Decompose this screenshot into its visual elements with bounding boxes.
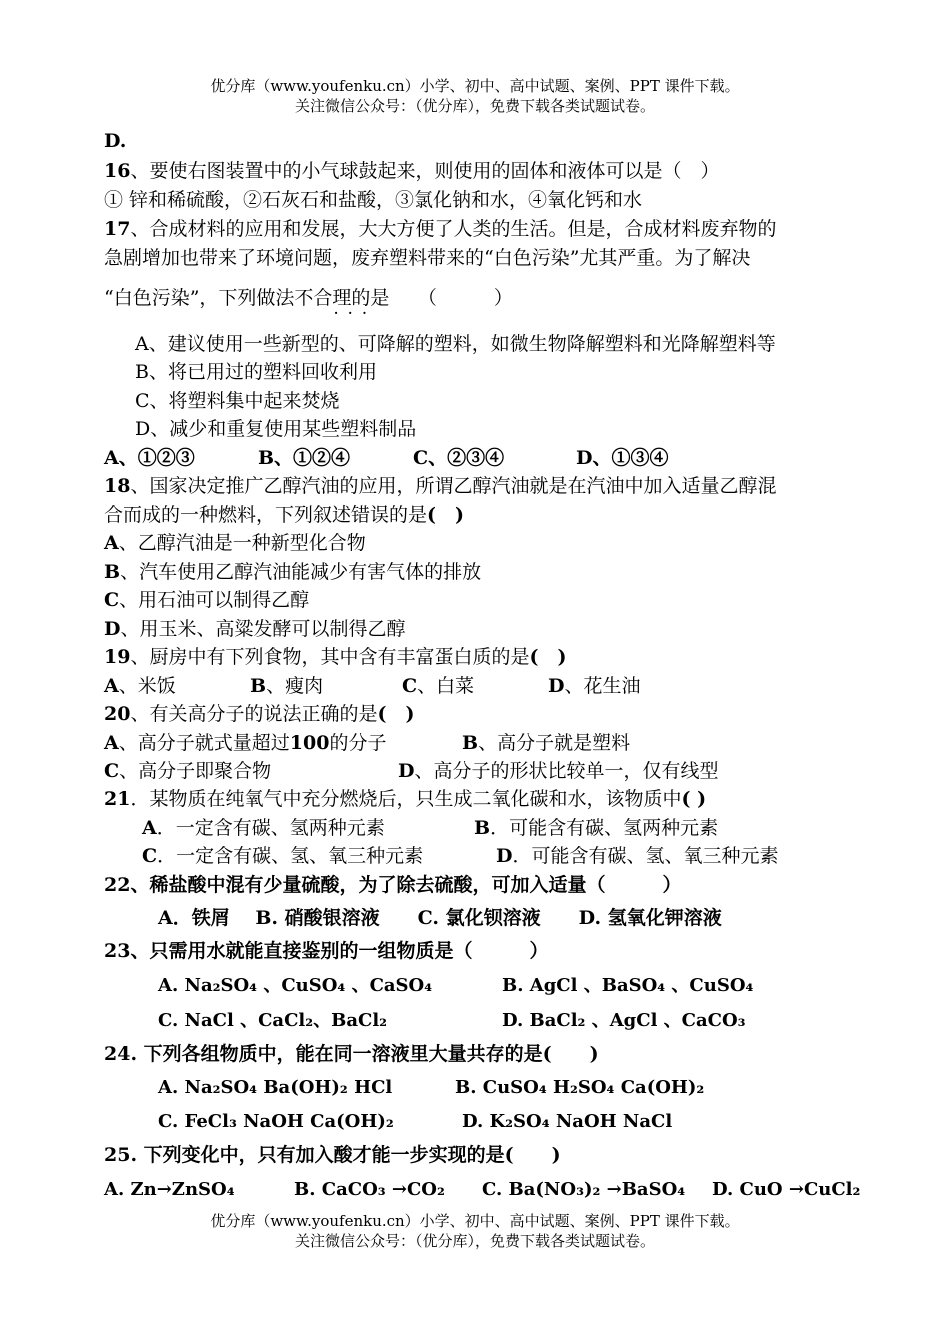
q17-text-3: “白色污染”，下列做法不合理的是 （ ） bbox=[104, 287, 513, 309]
q25-option-d: D. CuO →CuCl₂ bbox=[712, 1179, 861, 1200]
q16-text: 、要使右图装置中的小气球鼓起来，则使用的固体和液体可以是（ ） bbox=[130, 160, 720, 182]
question-18 bbox=[104, 473, 776, 499]
q17-answer-b: B、①②④ bbox=[258, 447, 351, 469]
footer-line-1: 优分库（www.youfenku.cn）小学、初中、高中试题、案例、PPT 课件下载。 bbox=[210, 1212, 740, 1230]
q20-option-d-text: 、高分子的形状比较单一，仅有线型 bbox=[414, 760, 719, 782]
q18-option-a bbox=[104, 530, 366, 556]
q20-option-c bbox=[104, 758, 271, 784]
q23-option-a: A. Na₂SO₄ 、CuSO₄ 、CaSO₄ bbox=[158, 975, 433, 996]
q19-number: 19 bbox=[104, 646, 131, 668]
q19-letter-b: B bbox=[250, 675, 267, 697]
q19-letter-a: A bbox=[104, 675, 119, 697]
q17-text-2: 急剧增加也带来了环境问题，废弃塑料带来的“白色污染”尤其严重。为了解决 bbox=[104, 247, 751, 269]
q17-answer-c: C、②③④ bbox=[413, 447, 505, 469]
q18-option-b-text: 、汽车使用乙醇汽油能减少有害气体的排放 bbox=[120, 561, 482, 583]
q18-text-2: 合而成的一种燃料，下列叙述错误的是 bbox=[104, 504, 428, 526]
q24-option-a: A. Na₂SO₄ Ba(OH)₂ HCl bbox=[158, 1077, 393, 1098]
q21-letter-c: C bbox=[142, 845, 158, 867]
question-23: 23、只需用水就能直接鉴别的一组物质是（ ） bbox=[104, 940, 549, 962]
q24-option-d: D. K₂SO₄ NaOH NaCl bbox=[462, 1111, 673, 1132]
q20-option-a-text-1: 、高分子就式量超过 bbox=[118, 732, 290, 754]
q21-option-c bbox=[142, 843, 423, 869]
q19-option-d bbox=[548, 673, 641, 699]
q21-option-d bbox=[496, 843, 779, 869]
q23-option-b: B. AgCl 、BaSO₄ 、CuSO₄ bbox=[502, 975, 754, 996]
q18-number: 18 bbox=[104, 475, 131, 497]
q25-option-c: C. Ba(NO₃)₂ →BaSO₄ bbox=[482, 1179, 686, 1200]
q20-option-d bbox=[398, 758, 719, 784]
question-21 bbox=[104, 786, 706, 812]
q21-letter-a: A bbox=[142, 817, 157, 839]
q21-number: 21 bbox=[104, 788, 131, 810]
q21-option-d-text: ．可能含有碳、氢、氧三种元素 bbox=[512, 845, 779, 867]
q19-option-b-text: 、瘦肉 bbox=[266, 675, 324, 697]
q19-option-c bbox=[402, 673, 474, 699]
q25-option-a: A. Zn→ZnSO₄ bbox=[104, 1179, 235, 1200]
q16-options: ① 锌和稀硫酸，②石灰石和盐酸，③氯化钠和水，④氧化钙和水 bbox=[104, 189, 643, 211]
q17-option-b: B、将已用过的塑料回收利用 bbox=[135, 361, 377, 383]
footer-line-2: 关注微信公众号：（优分库），免费下载各类试题试卷。 bbox=[294, 1232, 655, 1250]
q19-option-a bbox=[104, 673, 176, 699]
q20-option-b bbox=[462, 730, 630, 756]
item-d-line: D. bbox=[104, 130, 127, 152]
q20-letter-b: B bbox=[462, 732, 479, 754]
q19-option-d-text: 、花生油 bbox=[564, 675, 641, 697]
emphasis-dots: ··· bbox=[334, 306, 377, 320]
q20-number: 20 bbox=[104, 703, 131, 725]
q21-option-a-text: ．一定含有碳、氢两种元素 bbox=[156, 817, 385, 839]
q20-option-b-text: 、高分子就是塑料 bbox=[478, 732, 631, 754]
q17-answer-a: A、①②③ bbox=[104, 447, 195, 469]
q18-letter-d: D bbox=[104, 618, 121, 640]
question-19 bbox=[104, 644, 566, 670]
q20-option-a-number: 100 bbox=[289, 732, 330, 754]
q18-letter-a: A bbox=[104, 532, 119, 554]
q21-letter-d: D bbox=[496, 845, 513, 867]
question-22: 22、稀盐酸中混有少量硫酸，为了除去硫酸，可加入适量（ ） bbox=[104, 874, 682, 896]
q21-option-a bbox=[142, 815, 385, 841]
q20-letter-c: C bbox=[104, 760, 120, 782]
q19-letter-c: C bbox=[402, 675, 418, 697]
q21-paren: ( ) bbox=[681, 788, 707, 810]
question-17 bbox=[104, 216, 776, 242]
q18-option-a-text: 、乙醇汽油是一种新型化合物 bbox=[118, 532, 366, 554]
q21-option-c-text: ．一定含有碳、氢、氧三种元素 bbox=[157, 845, 424, 867]
header-line-2: 关注微信公众号：（优分库），免费下载各类试题试卷。 bbox=[294, 97, 655, 115]
q25-option-b: B. CaCO₃ →CO₂ bbox=[294, 1179, 445, 1200]
q21-option-b bbox=[474, 815, 718, 841]
q19-option-b bbox=[250, 673, 323, 699]
header-line-1: 优分库（www.youfenku.cn）小学、初中、高中试题、案例、PPT 课件下载。 bbox=[210, 77, 740, 95]
question-16 bbox=[104, 158, 719, 184]
q16-number: 16 bbox=[104, 160, 131, 182]
q17-option-d: D、减少和重复使用某些塑料制品 bbox=[135, 418, 417, 440]
q18-letter-b: B bbox=[104, 561, 121, 583]
question-20 bbox=[104, 701, 414, 727]
q24-option-c: C. FeCl₃ NaOH Ca(OH)₂ bbox=[158, 1111, 394, 1132]
q20-letter-a: A bbox=[104, 732, 119, 754]
question-24: 24. 下列各组物质中，能在同一溶液里大量共存的是( ) bbox=[104, 1043, 599, 1065]
q17-number: 17 bbox=[104, 218, 131, 240]
q19-option-a-text: 、米饭 bbox=[118, 675, 176, 697]
question-25: 25. 下列变化中，只有加入酸才能一步实现的是( ) bbox=[104, 1144, 561, 1166]
q19-option-c-text: 、白菜 bbox=[417, 675, 475, 697]
q21-letter-b: B bbox=[474, 817, 491, 839]
q20-option-a bbox=[104, 730, 386, 756]
q19-paren: ( ) bbox=[529, 646, 567, 668]
q20-option-a-text-2: 的分子 bbox=[329, 732, 387, 754]
q18-option-d-text: 、用玉米、高粱发酵可以制得乙醇 bbox=[120, 618, 406, 640]
q20-option-c-text: 、高分子即聚合物 bbox=[119, 760, 272, 782]
q17-option-c: C、将塑料集中起来焚烧 bbox=[135, 390, 340, 412]
q20-text: 、有关高分子的说法正确的是 bbox=[130, 703, 378, 725]
q18-letter-c: C bbox=[104, 589, 120, 611]
q21-text: ．某物质在纯氧气中充分燃烧后，只生成二氧化碳和水，该物质中 bbox=[130, 788, 682, 810]
q23-option-c: C. NaCl 、CaCl₂、BaCl₂ bbox=[158, 1010, 388, 1031]
q18-option-c bbox=[104, 587, 309, 613]
q19-text: 、厨房中有下列食物，其中含有丰富蛋白质的是 bbox=[130, 646, 530, 668]
q18-option-c-text: 、用石油可以制得乙醇 bbox=[119, 589, 310, 611]
q22-options: A．铁屑 B. 硝酸银溶液 C. 氯化钡溶液 D. 氢氧化钾溶液 bbox=[158, 907, 722, 929]
q23-option-d: D. BaCl₂ 、AgCl 、CaCO₃ bbox=[502, 1010, 746, 1031]
q18-option-b bbox=[104, 559, 481, 585]
q17-option-a: A、建议使用一些新型的、可降解的塑料，如微生物降解塑料和光降解塑料等 bbox=[135, 333, 776, 355]
q21-option-b-text: ．可能含有碳、氢两种元素 bbox=[490, 817, 719, 839]
q17-answer-d: D、①③④ bbox=[576, 447, 669, 469]
q20-paren: ( ) bbox=[377, 703, 415, 725]
q18-text-1: 、国家决定推广乙醇汽油的应用，所谓乙醇汽油就是在汽油中加入适量乙醇混 bbox=[130, 475, 777, 497]
q20-letter-d: D bbox=[398, 760, 415, 782]
q24-option-b: B. CuSO₄ H₂SO₄ Ca(OH)₂ bbox=[455, 1077, 705, 1098]
q18-paren: ( ) bbox=[427, 504, 464, 526]
q19-letter-d: D bbox=[548, 675, 565, 697]
q18-option-d bbox=[104, 616, 406, 642]
q17-text-1: 、合成材料的应用和发展，大大方便了人类的生活。但是，合成材料废弃物的 bbox=[130, 218, 777, 240]
q18-text-2-line bbox=[104, 502, 464, 528]
